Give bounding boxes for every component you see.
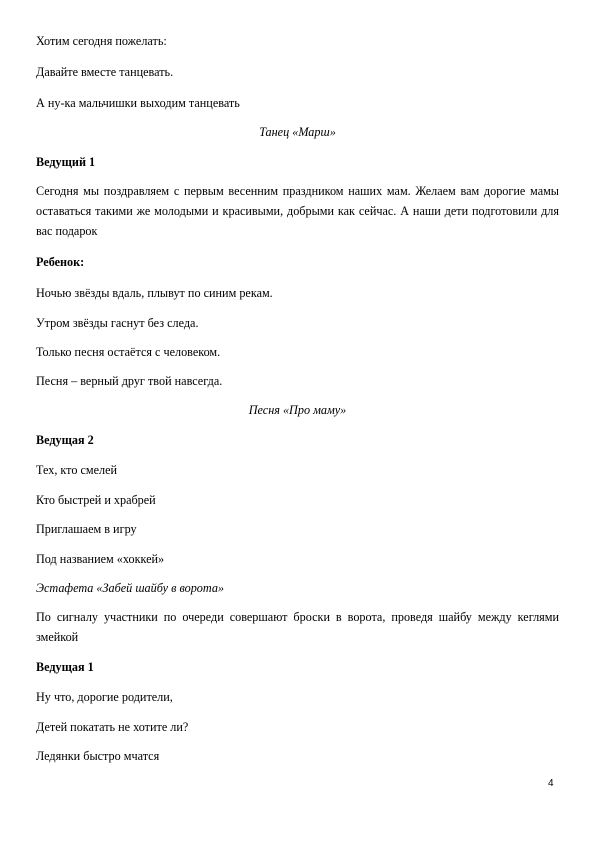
poem-line: Песня – верный друг твой навсегда.	[36, 374, 223, 388]
poem-line: Утром звёзды гаснут без следа.	[36, 316, 199, 330]
poem-line: Приглашаем в игру	[36, 522, 137, 536]
game-description: По сигналу участники по очереди совершают броски в ворота, проведя шайбу между кеглями змейкой	[36, 610, 559, 644]
speaker-heading: Ребенок:	[36, 255, 85, 269]
speaker-heading: Ведущий 1	[36, 155, 96, 169]
speaker-heading: Ведущая 1	[36, 660, 94, 674]
performance-title: Танец «Марш»	[259, 125, 336, 139]
poem-line: Хотим сегодня пожелать:	[36, 34, 167, 48]
poem-line: Тех, кто смелей	[36, 463, 118, 477]
poem-line: Детей покатать не хотите ли?	[36, 720, 189, 734]
game-title: Эстафета «Забей шайбу в ворота»	[36, 581, 225, 595]
poem-line: Ну что, дорогие родители,	[36, 690, 173, 704]
poem-line: Ночью звёзды вдаль, плывут по синим рекам.	[36, 286, 273, 300]
poem-line: Кто быстрей и храбрей	[36, 493, 156, 507]
speaker-heading: Ведущая 2	[36, 433, 94, 447]
performance-title: Песня «Про маму»	[248, 403, 347, 417]
poem-line: Ледянки быстро мчатся	[36, 749, 160, 763]
poem-line: А ну-ка мальчишки выходим танцевать	[36, 96, 240, 110]
poem-line: Только песня остаётся с человеком.	[36, 345, 221, 359]
poem-line: Давайте вместе танцевать.	[36, 65, 174, 79]
speech-paragraph: Сегодня мы поздравляем с первым весенним праздником наших мам. Желаем вам дорогие мамы оставаться такими же молодыми и красивыми, добрыми как сейчас. А наши дети подготовили для вас подарок	[36, 184, 559, 238]
poem-line: Под названием «хоккей»	[36, 552, 165, 566]
page-number: 4	[548, 778, 554, 789]
